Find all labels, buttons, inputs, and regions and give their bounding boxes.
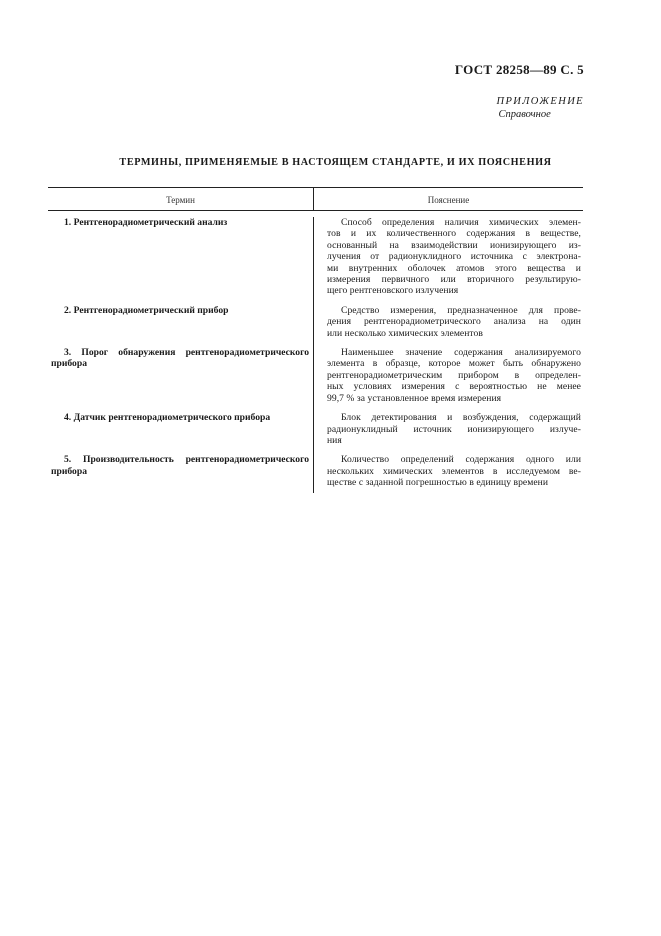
table-row — [48, 347, 583, 404]
term-cell — [48, 217, 313, 297]
explanation-line: лучения от радионуклидного источника с электрона- — [327, 251, 581, 263]
explanation-line: Блок детектирования и возбуждения, содержащий — [341, 412, 581, 424]
explanation-line: нескольких химических элементов в исследуемом ве- — [327, 465, 581, 477]
appendix-label — [497, 95, 585, 121]
term-text: 5. Производительность рентгенорадиометрического — [64, 454, 309, 466]
appendix-title: ПРИЛОЖЕНИЕ — [496, 96, 584, 107]
page-header: ГОСТ 28258—89 С. 5 — [454, 62, 584, 77]
term-text: 3. Порог обнаружения рентгенорадиометрического — [64, 347, 309, 359]
term-text: 4. Датчик рентгенорадиометрического прибора — [64, 412, 271, 424]
explanation-line: ных условиях измерения с вероятностью не менее — [327, 381, 581, 393]
table-row — [48, 217, 583, 297]
appendix-subtitle: Справочное — [498, 109, 551, 120]
explanation-cell — [313, 305, 583, 339]
document-title: ТЕРМИНЫ, ПРИМЕНЯЕМЫЕ В НАСТОЯЩЕМ СТАНДАРТЕ, И ИХ ПОЯСНЕНИЯ — [119, 157, 552, 168]
explanation-line: щего рентгеновского излучения — [327, 285, 459, 297]
term-cell — [48, 454, 313, 488]
explanation-line: или несколько химических элементов — [327, 327, 483, 339]
explanation-line: тов и их количественного содержания в веществе, — [327, 228, 581, 240]
explanation-line: элемента в образце, которое может быть обнаружено — [327, 358, 581, 370]
terms-table — [48, 187, 583, 493]
table-row — [48, 305, 583, 339]
explanation-cell — [313, 347, 583, 404]
term-text: прибора — [51, 465, 87, 477]
term-text: 1. Рентгенорадиометрический анализ — [64, 217, 228, 228]
explanation-cell — [313, 412, 583, 446]
table-header — [48, 188, 583, 211]
explanation-cell — [313, 454, 583, 488]
term-cell — [48, 305, 313, 339]
explanation-line: ния — [327, 434, 342, 446]
table-row — [48, 454, 583, 488]
explanation-line: рентгенорадиометрическим прибором в определен- — [327, 369, 581, 381]
explanation-line: дения рентгенорадиометрического анализа на один — [327, 316, 581, 328]
table-row — [48, 412, 583, 446]
table-body — [48, 217, 583, 493]
term-cell — [48, 347, 313, 404]
explanation-line: ществе с заданной погрешностью в единицу времени — [327, 477, 549, 489]
explanation-line: ми внутренних оболочек атомов этого вещества и — [327, 262, 581, 274]
term-text: 2. Рентгенорадиометрический прибор — [64, 304, 229, 316]
explanation-cell — [313, 217, 583, 297]
term-text: прибора — [51, 358, 87, 370]
term-cell — [48, 412, 313, 446]
table-bottom-spacer — [48, 489, 583, 493]
explanation-line: основанный на взаимодействии ионизирующего из- — [327, 239, 581, 251]
explanation-line: 99,7 % за установленное время измерения — [327, 392, 502, 404]
explanation-line: Средство измерения, предназначенное для прове- — [341, 304, 581, 316]
explanation-line: Количество определений содержания одного или — [341, 454, 581, 466]
explanation-line: измерения первичного или вторичного результирую- — [327, 274, 581, 286]
explanation-line: радионуклидный источник ионизирующего излуче- — [327, 423, 581, 435]
explanation-line: Наименьшее значение содержания анализируемого — [341, 347, 581, 359]
explanation-line: Способ определения наличия химических элемен- — [341, 217, 581, 228]
column-header-term: Термин — [48, 188, 314, 210]
column-header-explanation: Пояснение — [427, 195, 470, 205]
